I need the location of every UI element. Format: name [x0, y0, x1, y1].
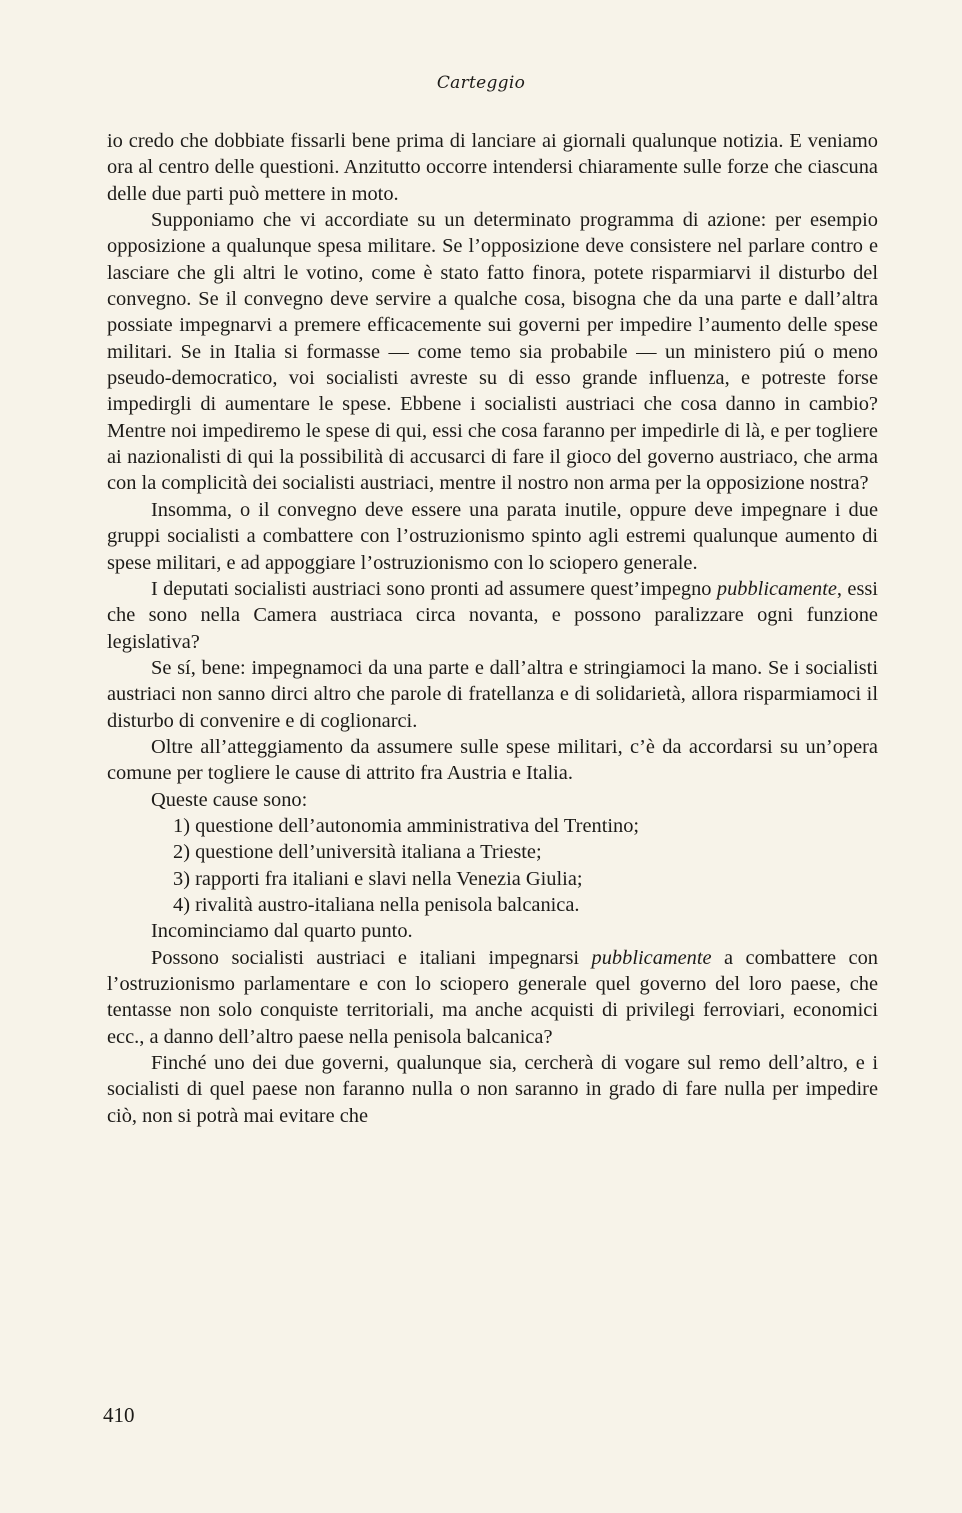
paragraph-8: Incominciamo dal quarto punto.	[151, 920, 413, 943]
list-item: 2) questione dell’università italiana a Trieste;	[173, 841, 542, 864]
paragraph-3: Insomma, o il convegno deve essere una parata inutile, oppure deve impegnare i due gruppi socialisti a combattere con l’ostruzionismo spinto agli estremi qualunque aumento di spese militari, e ad appoggiare l’ostruzionismo con lo sciopero generale.	[107, 498, 878, 574]
list-item: 3) rapporti fra italiani e slavi nella Venezia Giulia;	[173, 867, 583, 890]
emphasis-pubblicamente: pubblicamente	[591, 946, 712, 969]
paragraph-4	[107, 576, 878, 655]
paragraph-4-start: I deputati socialisti austriaci sono pronti ad assumere quest’impegno	[151, 577, 717, 600]
paragraph-7: Queste cause sono:	[151, 788, 308, 811]
paragraph-6: Oltre all’atteggiamento da assumere sulle spese militari, c’è da accordarsi su un’opera comune per togliere le cause di attrito fra Austria e Italia.	[107, 735, 878, 785]
page-number: 410	[103, 1403, 135, 1427]
paragraph-9-end: a combattere con l’ostruzionismo parlamentare e con lo sciopero generale quel governo del loro paese, che tentasse non solo conquiste territoriali, ma anche acquisti di privilegi ferroviari, economici ecc., a danno dell’altro paese nella penisola balcanica?	[107, 946, 878, 1048]
paragraph-4-end: , essi che sono nella Camera austriaca circa novanta, e possono paralizzare ogni funzione legislativa?	[107, 577, 878, 653]
paragraph-2: Supponiamo che vi accordiate su un determinato programma di azione: per esempio opposizione a qualunque spesa militare. Se l’opposizione deve consistere nel parlare contro e lasciare che gli altri le votino, come è stato fatto finora, potete risparmiarvi il disturbo del convegno. Se il convegno deve servire a qualche cosa, bisogna che da una parte e dall’altra possiate impegnarvi a premere efficacemente sui governi per impedire l’aumento delle spese militari. Se in Italia si formasse — come temo sia probabile — un ministero piú o meno pseudo-democratico, voi socialisti avreste su di esso grande influenza, e potreste forse impedirgli di aumentare le spese. Ebbene i socialisti austriaci che cosa danno in cambio? Mentre noi impediremo le spese di qui, essi che cosa faranno per impedirle di là, e per togliere ai nazionalisti di qui la possibilità di accusarci di fare il gioco del governo austriaco, che arma con la complicità dei socialisti austriaci, mentre il nostro non arma per la opposizione nostra?	[107, 209, 878, 495]
paragraph-1: io credo che dobbiate fissarli bene prima di lanciare ai giornali qualunque notizia. E veniamo ora al centro delle questioni. Anzitutto occorre intendersi chiaramente sulle forze che ciascuna delle due parti può mettere in moto.	[107, 130, 878, 205]
paragraph-9-start: Possono socialisti austriaci e italiani impegnarsi	[151, 946, 592, 969]
paragraph-9	[107, 945, 878, 1050]
list-item: 1) questione dell’autonomia amministrativa del Trentino;	[173, 814, 640, 837]
paragraph-10: Finché uno dei due governi, qualunque sia, cercherà di vogare sul remo dell’altro, e i socialisti di quel paese non faranno nulla o non saranno in grado di fare nulla per impedire ciò, non si potrà mai evitare che	[107, 1052, 878, 1127]
paragraph-5: Se sí, bene: impegnamoci da una parte e dall’altra e stringiamoci la mano. Se i socialisti austriaci non sanno dirci altro che parole di fratellanza e di solidarietà, allora risparmiamoci il disturbo di convenire e di coglionarci.	[107, 656, 878, 732]
list-item: 4) rivalità austro-italiana nella penisola balcanica.	[173, 893, 580, 916]
running-head: Carteggio	[436, 73, 526, 93]
main-text	[107, 128, 878, 1129]
emphasis-pubblicamente: pubblicamente	[716, 577, 837, 600]
